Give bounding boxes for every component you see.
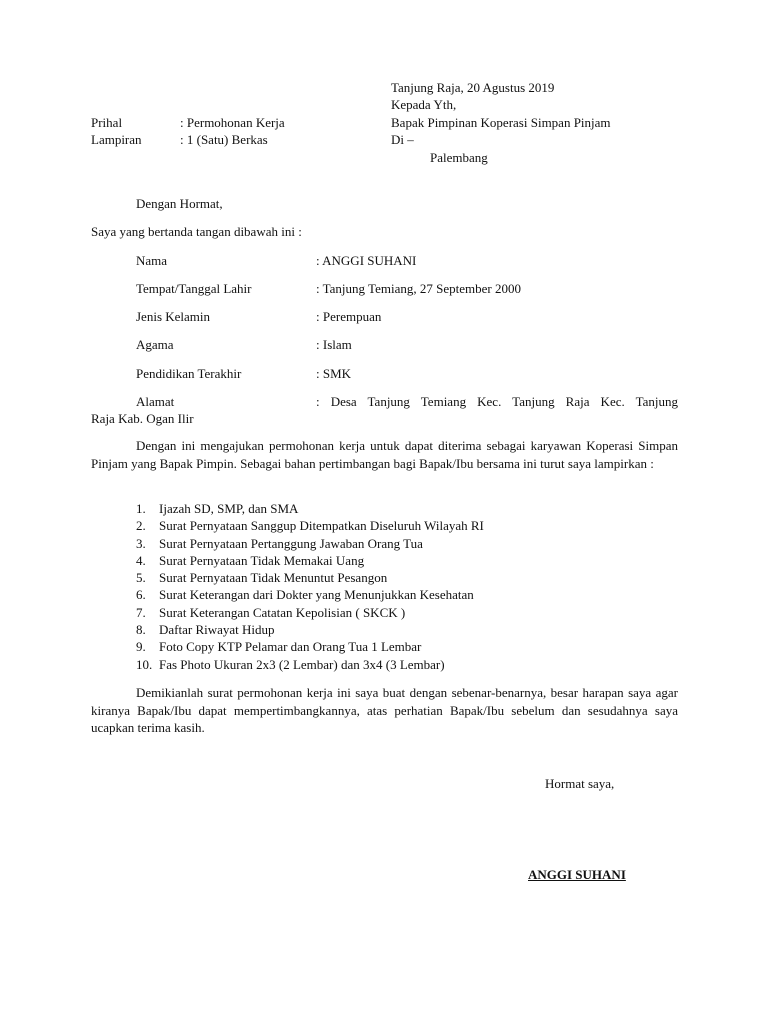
ttl-value: : Tanjung Temiang, 27 September 2000 — [316, 281, 521, 296]
list-item-number: 1. — [136, 501, 146, 516]
jenis-kelamin-value: : Perempuan — [316, 309, 382, 324]
lampiran-value: : 1 (Satu) Berkas — [180, 132, 268, 147]
closing-paragraph-text: Demikianlah surat permohonan kerja ini saya buat dengan sebenar-benarnya, besar harapan saya agar kiranya Bapak/Ibu dapat mempertimbangkannya, atas perhatian Bapak/Ibu sebelum dan sesudahnya saya ucapkan terima kasih. — [91, 685, 678, 735]
list-item-number: 6. — [136, 587, 146, 603]
list-item — [136, 552, 484, 569]
alamat-value: : Desa Tanjung Temiang Kec. Tanjung Raja Kec. Tanjung — [316, 394, 678, 409]
list-item-text: Ijazah SD, SMP, dan SMA — [159, 501, 299, 516]
list-item-number: 10. — [136, 656, 153, 672]
prihal-value: : Permohonan Kerja — [180, 115, 285, 130]
di-line: Di – — [391, 132, 414, 147]
attachment-list — [136, 500, 484, 673]
list-item — [136, 535, 484, 552]
list-item-number: 7. — [136, 604, 146, 620]
body-paragraph — [91, 437, 678, 472]
jenis-kelamin-label: Jenis Kelamin — [136, 309, 211, 324]
list-item-text: Surat Pernyataan Tidak Menuntut Pesangon — [159, 570, 388, 586]
list-item-text: Fas Photo Ukuran 2x3 (2 Lembar) dan 3x4 (3 Lembar) — [159, 656, 445, 672]
list-item-text: Daftar Riwayat Hidup — [159, 622, 275, 638]
list-item-number: 3. — [136, 535, 146, 551]
lampiran-label: Lampiran — [91, 132, 142, 147]
nama-value: : ANGGI SUHANI — [316, 253, 417, 268]
list-item — [136, 656, 484, 673]
list-item — [136, 638, 484, 655]
list-item — [136, 500, 484, 517]
recipient-city: Palembang — [430, 150, 488, 165]
list-item-number: 2. — [136, 518, 146, 534]
list-item-number: 5. — [136, 570, 146, 586]
agama-value: : Islam — [316, 337, 352, 352]
to-line: Kepada Yth, — [391, 97, 457, 112]
list-item-text: Surat Pernyataan Sanggup Ditempatkan Diseluruh Wilayah RI — [159, 518, 484, 534]
list-item-text: Surat Pernyataan Tidak Memakai Uang — [159, 552, 365, 568]
alamat-continuation: Raja Kab. Ogan Ilir — [91, 411, 194, 426]
list-item-text: Foto Copy KTP Pelamar dan Orang Tua 1 Lembar — [159, 639, 422, 655]
list-item — [136, 621, 484, 638]
list-item-text: Surat Keterangan Catatan Kepolisian ( SKCK ) — [159, 604, 406, 620]
signoff: Hormat saya, — [545, 776, 615, 791]
list-item — [136, 517, 484, 534]
greeting: Dengan Hormat, — [136, 196, 223, 211]
list-item — [136, 569, 484, 586]
signature-name: ANGGI SUHANI — [528, 867, 626, 882]
nama-label: Nama — [136, 253, 168, 268]
ttl-label: Tempat/Tanggal Lahir — [136, 281, 252, 296]
list-item-number: 9. — [136, 639, 146, 655]
alamat-label: Alamat — [136, 394, 175, 409]
closing-paragraph — [91, 684, 678, 737]
pendidikan-value: : SMK — [316, 366, 352, 381]
letter-date: Tanjung Raja, 20 Agustus 2019 — [391, 80, 555, 95]
list-item-number: 4. — [136, 552, 146, 568]
intro-line: Saya yang bertanda tangan dibawah ini : — [91, 224, 302, 239]
list-item — [136, 604, 484, 621]
agama-label: Agama — [136, 337, 174, 352]
list-item-number: 8. — [136, 622, 146, 638]
recipient: Bapak Pimpinan Koperasi Simpan Pinjam — [391, 115, 611, 130]
pendidikan-label: Pendidikan Terakhir — [136, 366, 242, 381]
list-item-text: Surat Pernyataan Pertanggung Jawaban Orang Tua — [159, 535, 423, 551]
body-paragraph-text: Dengan ini mengajukan permohonan kerja untuk dapat diterima sebagai karyawan Koperasi Simpan Pinjam yang Bapak Pimpin. Sebagai bahan pertimbangan bagi Bapak/Ibu bersama ini turut saya lampirkan : — [91, 438, 678, 471]
prihal-label: Prihal — [91, 115, 123, 130]
list-item — [136, 586, 484, 603]
list-item-text: Surat Keterangan dari Dokter yang Menunjukkan Kesehatan — [159, 587, 474, 603]
